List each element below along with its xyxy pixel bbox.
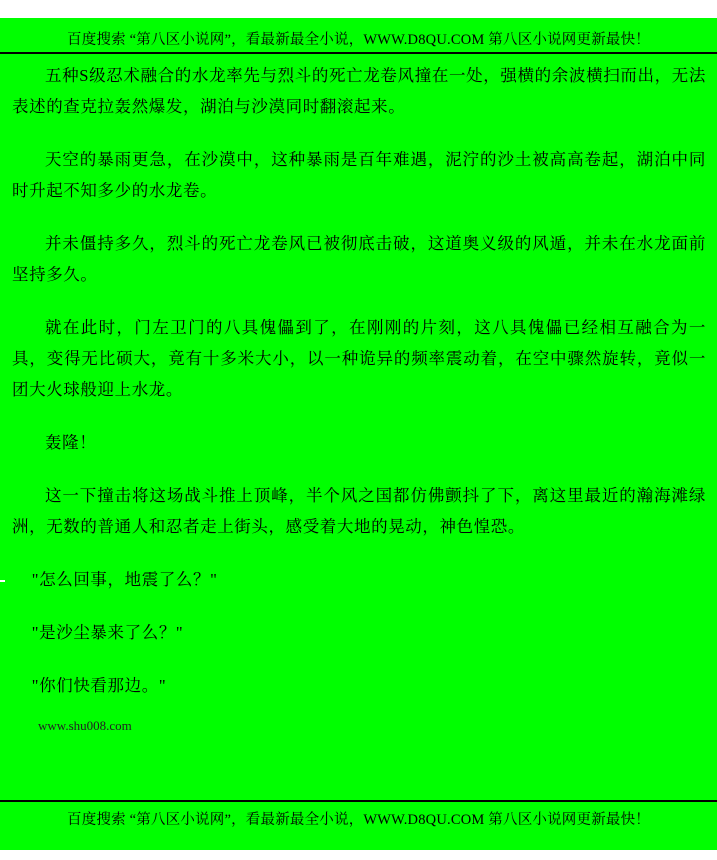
- paragraph: 轰隆！: [45, 433, 97, 452]
- site-banner-bottom: 百度搜索 “第八区小说网”，看最新最全小说，WWW.D8QU.COM 第八区小说网更新最快！: [67, 812, 650, 828]
- divider-top: [0, 52, 717, 54]
- top-margin: [0, 0, 717, 18]
- site-watermark: www.shu008.com: [38, 718, 132, 733]
- edge-artifact: [0, 580, 5, 582]
- paragraph: 就在此时，门左卫门的八具傀儡到了，在刚刚的片刻，这八具傀儡已经相互融合为一具，变得无比硕大，竟有十多米大小，以一种诡异的频率震动着，在空中骤然旋转，竟似一团大火球般迎上水龙。: [12, 318, 706, 399]
- paragraph: 并未僵持多久，烈斗的死亡龙卷风已被彻底击破，这道奥义级的风遁，并未在水龙面前坚持多久。: [12, 234, 706, 284]
- divider-bottom: [0, 800, 717, 802]
- paragraph-dialogue: "怎么回事，地震了么？": [31, 570, 218, 589]
- site-banner-top: 百度搜索 “第八区小说网”，看最新最全小说，WWW.D8QU.COM 第八区小说网更新最快！: [67, 32, 650, 48]
- paragraph-dialogue: "是沙尘暴来了么？": [31, 623, 184, 642]
- paragraph-dialogue: "你们快看那边。": [31, 676, 167, 695]
- paragraph: 天空的暴雨更急，在沙漠中，这种暴雨是百年难遇，泥泞的沙土被高高卷起，湖泊中同时升起不知多少的水龙卷。: [12, 150, 706, 200]
- bottom-margin: [0, 850, 717, 860]
- paragraph: 五种S级忍术融合的水龙率先与烈斗的死亡龙卷风撞在一处，强横的余波横扫而出，无法表述的查克拉轰然爆发，湖泊与沙漠同时翻滚起来。: [12, 66, 706, 116]
- chapter-text: [12, 60, 706, 795]
- paragraph: 这一下撞击将这场战斗推上顶峰，半个风之国都仿佛颤抖了下，离这里最近的瀚海滩绿洲，无数的普通人和忍者走上街头，感受着大地的晃动，神色惶恐。: [12, 486, 706, 536]
